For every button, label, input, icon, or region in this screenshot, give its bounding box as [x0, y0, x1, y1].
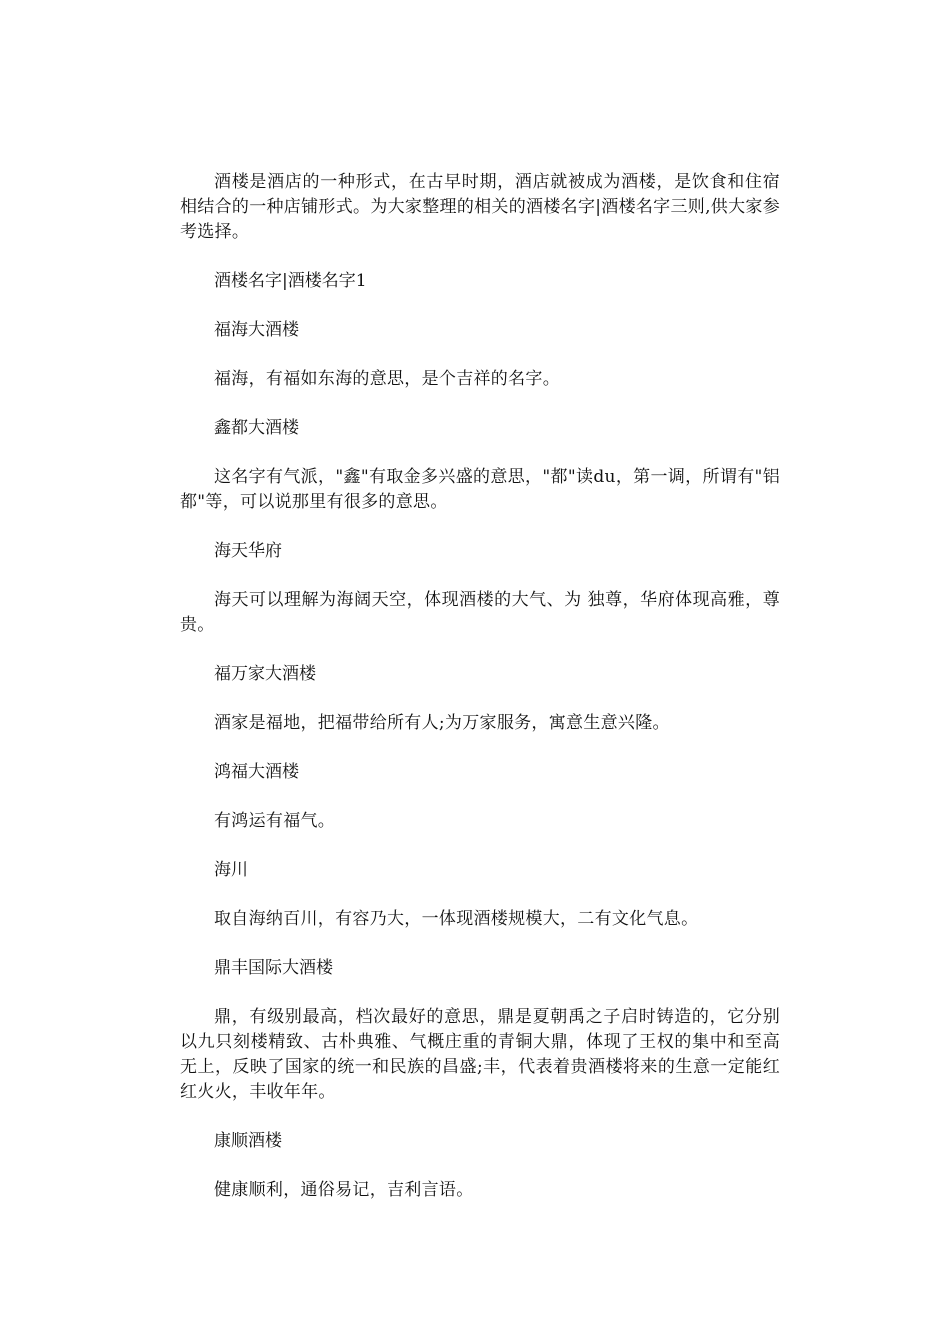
entry-name: 康顺酒楼 [214, 1131, 282, 1151]
entry-name: 海川 [214, 860, 248, 880]
intro-paragraph: 酒楼是酒店的一种形式，在古早时期，酒店就被成为酒楼，是饮食和住宿相结合的一种店铺形式。为大家整理的相关的酒楼名字|酒楼名字三则,供大家参考选择。 [180, 172, 780, 242]
entry-description: 健康顺利，通俗易记，吉利言语。 [214, 1180, 474, 1200]
entry-description: 取自海纳百川，有容乃大，一体现酒楼规模大，二有文化气息。 [214, 909, 699, 929]
entry-description: 鼎，有级别最高，档次最好的意思，鼎是夏朝禹之子启时铸造的，它分别以九只刻楼精致、古朴典雅、气概庄重的青铜大鼎，体现了王权的集中和至高无上，反映了国家的统一和民族的昌盛;丰，代表着贵酒楼将来的生意一定能红红火火，丰收年年。 [180, 1007, 780, 1102]
section-title: 酒楼名字|酒楼名字1 [214, 271, 367, 291]
entry-name: 福海大酒楼 [214, 320, 299, 340]
entry-name: 鼎丰国际大酒楼 [214, 958, 333, 978]
entry-description: 这名字有气派，"鑫"有取金多兴盛的意思，"都"读du，第一调，所谓有"铝都"等，可以说那里有很多的意思。 [180, 467, 780, 512]
entry-description: 福海，有福如东海的意思，是个吉祥的名字。 [214, 369, 560, 389]
entry-name: 海天华府 [214, 541, 282, 561]
entry-name: 福万家大酒楼 [214, 664, 316, 684]
entry-description: 酒家是福地，把福带给所有人;为万家服务，寓意生意兴隆。 [214, 713, 670, 733]
entry-name: 鸿福大酒楼 [214, 762, 299, 782]
entry-description: 海天可以理解为海阔天空，体现酒楼的大气、为 独尊，华府体现高雅，尊贵。 [180, 590, 780, 635]
entry-name: 鑫都大酒楼 [214, 418, 299, 438]
entry-description: 有鸿运有福气。 [214, 811, 336, 831]
document-body [180, 170, 780, 1227]
